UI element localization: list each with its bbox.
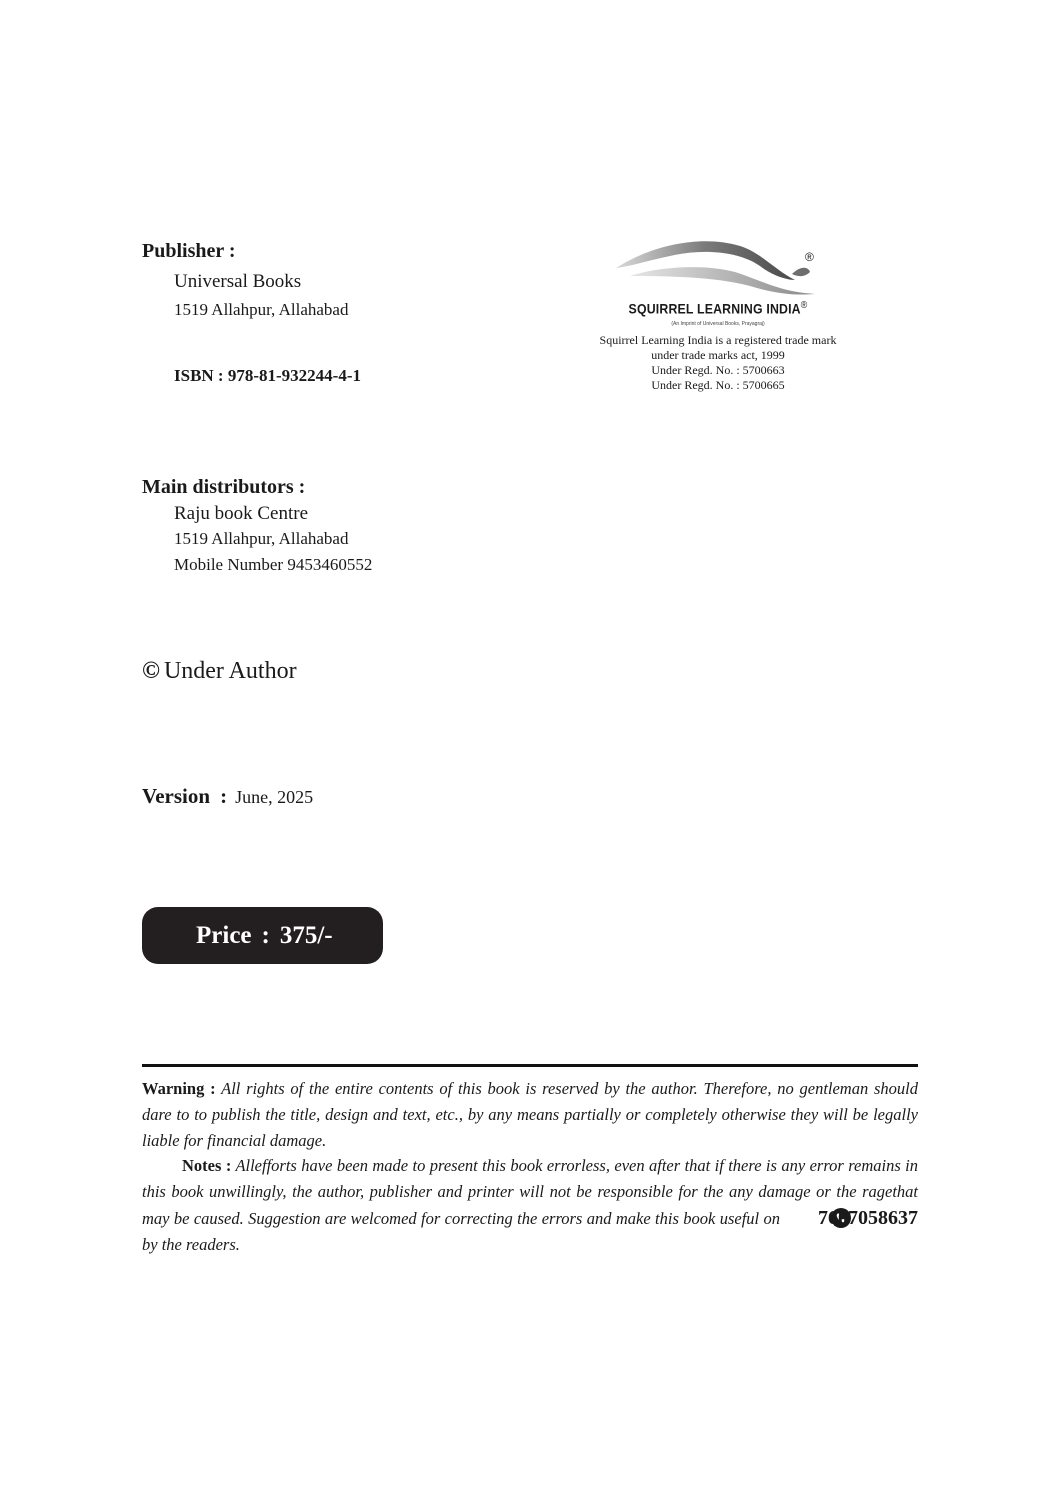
copyright-notice [142, 658, 297, 685]
price-colon: : [261, 922, 270, 949]
publisher-heading: Publisher : [142, 240, 236, 262]
registered-mark: ® [805, 250, 814, 264]
isbn-number: ISBN : 978-81-932244-4-1 [174, 366, 361, 385]
version-colon: : [220, 784, 228, 808]
notes-tail: by the readers. [142, 1235, 240, 1254]
notes-paragraph [142, 1153, 918, 1258]
trademark-line: Under Regd. No. : 5700665 [651, 378, 785, 392]
squirrel-logo-icon [610, 236, 822, 300]
publisher-logo-block [590, 236, 846, 396]
trademark-line: Squirrel Learning India is a registered trade mark [599, 333, 837, 347]
logo-brand-name [605, 300, 830, 317]
publisher-address: 1519 Allahpur, Allahabad [174, 300, 349, 319]
version-value: June, 2025 [235, 787, 314, 807]
copyright-text: Under Author [163, 658, 297, 684]
warning-text: All rights of the entire contents of this book is reserved by the author. Therefore, no gentleman should dare to to publish the title, design and text, etc., by any means partially or completely otherwise they will be legally liable for financial damage. [142, 1079, 918, 1150]
version-row [142, 784, 313, 809]
distributor-mobile: Mobile Number 9453460552 [174, 555, 373, 574]
distributor-address: 1519 Allahpur, Allahabad [174, 529, 349, 548]
trademark-line: under trade marks act, 1999 [651, 348, 785, 362]
logo-brand-text: SQUIRREL LEARNING INDIA [628, 300, 801, 317]
brand-registered-mark: ® [800, 300, 808, 311]
whatsapp-icon [790, 1207, 812, 1229]
warning-paragraph [142, 1076, 918, 1154]
logo-subtitle: (An Imprint of Universal Books, Prayagraj) [671, 321, 765, 327]
price-label: Price [196, 922, 252, 949]
distributor-name: Raju book Centre [174, 503, 309, 524]
section-divider [142, 1064, 918, 1067]
price-value: 375/- [279, 922, 333, 949]
price-badge [142, 907, 383, 964]
warning-lead: Warning : [142, 1079, 216, 1098]
notes-lead: Notes : [182, 1156, 232, 1175]
whatsapp-phone-number: 7607058637 [818, 1207, 918, 1229]
version-label: Version [142, 784, 211, 808]
publisher-name: Universal Books [174, 271, 302, 292]
distributors-heading: Main distributors : [142, 476, 306, 498]
copyright-icon: © [142, 658, 160, 684]
trademark-line: Under Regd. No. : 5700663 [651, 363, 785, 377]
notes-text: Allefforts have been made to present this book errorless, even after that if there is any error remains in this book unwillingly, the author, publisher and printer will not be responsible for the any damage or the ragethat may be caused. Suggestion are welcomed for correcting the errors and make this book useful on [142, 1156, 919, 1228]
